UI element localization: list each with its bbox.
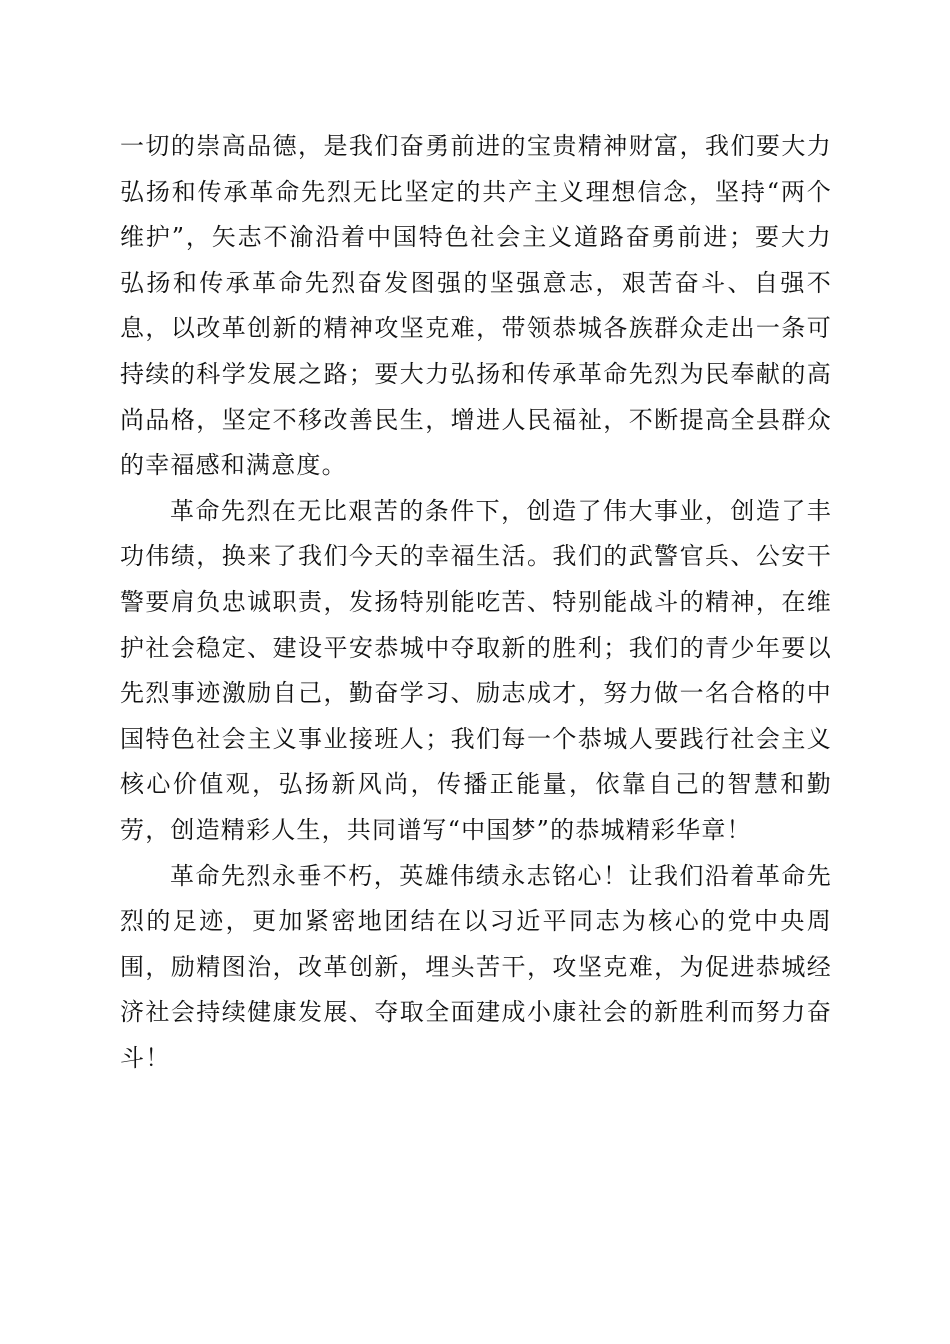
paragraph-2: 革命先烈在无比艰苦的条件下，创造了伟大事业，创造了丰功伟绩，换来了我们今天的幸福生活。我们的武警官兵、公安干警要肩负忠诚职责，发扬特别能吃苦、特别能战斗的精神，在维护社会稳定、建设平安恭城中夺取新的胜利；我们的青少年要以先烈事迹激励自己，勤奋学习、励志成才，努力做一名合格的中国特色社会主义事业接班人；我们每一个恭城人要践行社会主义核心价值观，弘扬新风尚，传播正能量，依靠自己的智慧和勤劳，创造精彩人生，共同谱写“中国梦”的恭城精彩华章！ (120, 496, 832, 844)
document-body (120, 124, 832, 1081)
paragraph-3: 革命先烈永垂不朽，英雄伟绩永志铭心！让我们沿着革命先烈的足迹，更加紧密地团结在以习近平同志为核心的党中央周围，励精图治，改革创新，埋头苦干，攻坚克难，为促进恭城经济社会持续健康发展、夺取全面建成小康社会的新胜利而努力奋斗！ (120, 861, 832, 1072)
paragraph-1: 一切的崇高品德，是我们奋勇前进的宝贵精神财富，我们要大力弘扬和传承革命先烈无比坚定的共产主义理想信念，坚持“两个维护”，矢志不渝沿着中国特色社会主义道路奋勇前进；要大力弘扬和传承革命先烈奋发图强的坚强意志，艰苦奋斗、自强不息，以改革创新的精神攻坚克难，带领恭城各族群众走出一条可持续的科学发展之路；要大力弘扬和传承革命先烈为民奉献的高尚品格，坚定不移改善民生，增进人民福祉，不断提高全县群众的幸福感和满意度。 (120, 132, 832, 480)
